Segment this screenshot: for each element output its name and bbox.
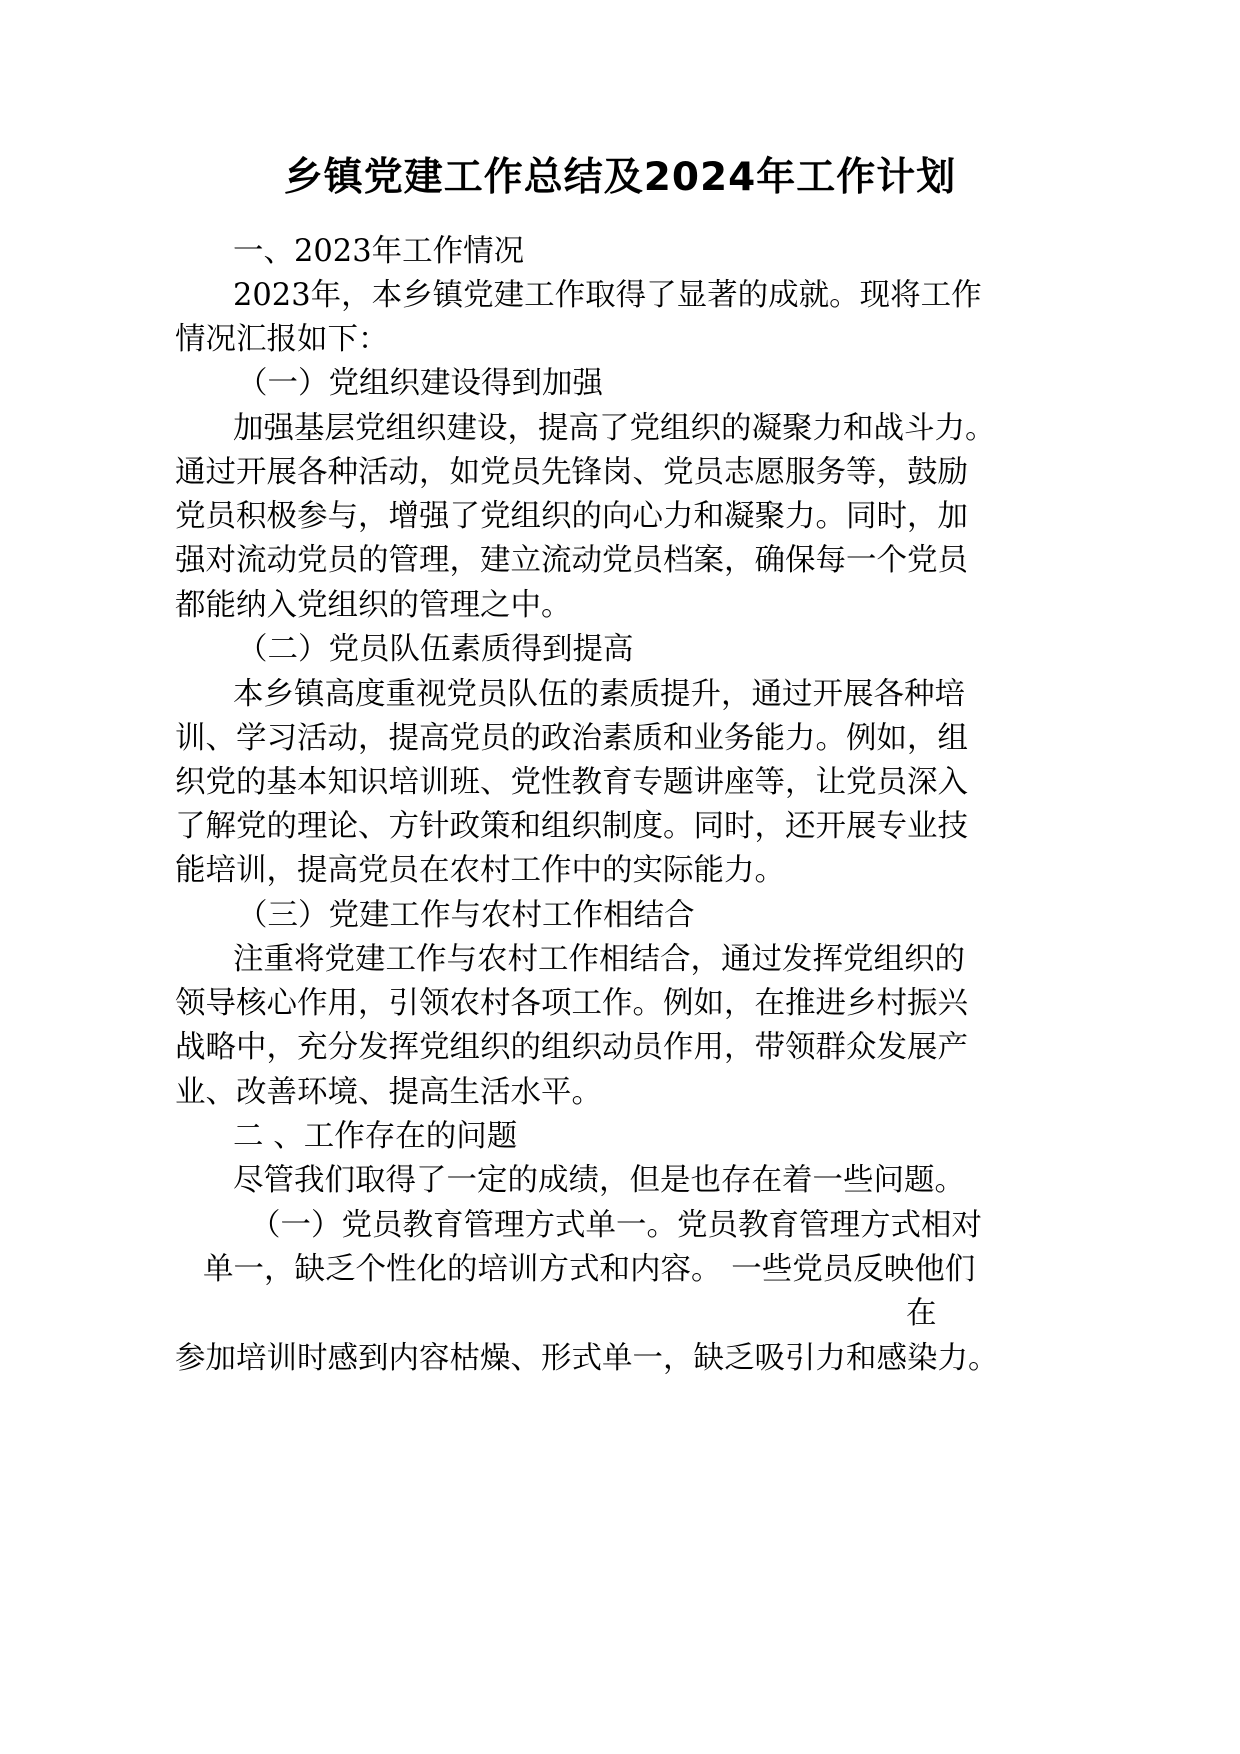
- subsection-heading-3: （三）党建工作与农村工作相结合: [237, 898, 695, 933]
- paragraph-line: 在: [906, 1296, 937, 1331]
- document-title: 乡镇党建工作总结及2024年工作计划: [283, 155, 957, 200]
- paragraph-line: 织党的基本知识培训班、党性教育专题讲座等，让党员深入: [175, 765, 968, 800]
- subsection-heading-2: （二）党员队伍素质得到提高: [237, 632, 634, 667]
- paragraph-line: 2023年，本乡镇党建工作取得了显著的成就。现将工作: [233, 278, 982, 313]
- paragraph-line: 了解党的理论、方针政策和组织制度。同时，还开展专业技: [175, 809, 968, 844]
- paragraph-line: 参加培训时感到内容枯燥、形式单一，缺乏吸引力和感染力。: [175, 1341, 999, 1376]
- paragraph-line: 战略中，充分发挥党组织的组织动员作用，带领群众发展产: [175, 1030, 968, 1065]
- paragraph-line: （一）党员教育管理方式单一。党员教育管理方式相对: [250, 1208, 982, 1243]
- paragraph-line: 尽管我们取得了一定的成绩，但是也存在着一些问题。: [233, 1163, 965, 1198]
- paragraph-line: 能培训，提高党员在农村工作中的实际能力。: [175, 853, 785, 888]
- paragraph-line: 通过开展各种活动，如党员先锋岗、党员志愿服务等，鼓励: [175, 455, 968, 490]
- paragraph-line: 领导核心作用，引领农村各项工作。例如，在推进乡村振兴: [175, 986, 968, 1021]
- subsection-heading-1: （一）党组织建设得到加强: [237, 366, 603, 401]
- paragraph-line: 训、学习活动，提高党员的政治素质和业务能力。例如，组: [175, 721, 968, 756]
- paragraph-line: 注重将党建工作与农村工作相结合，通过发挥党组织的: [233, 942, 965, 977]
- paragraph-line: 情况汇报如下：: [175, 322, 389, 357]
- section-heading-2023-work: 一、2023年工作情况: [233, 234, 525, 269]
- paragraph-line: 业、改善环境、提高生活水平。: [175, 1075, 602, 1110]
- paragraph-line: 本乡镇高度重视党员队伍的素质提升，通过开展各种培: [233, 677, 965, 712]
- paragraph-line: 加强基层党组织建设，提高了党组织的凝聚力和战斗力。: [233, 411, 996, 446]
- section-heading-problems: 二 、工作存在的问题: [233, 1119, 518, 1154]
- paragraph-line: 强对流动党员的管理，建立流动党员档案，确保每一个党员: [175, 543, 968, 578]
- paragraph-line: 单一，缺乏个性化的培训方式和内容。 一些党员反映他们: [203, 1252, 976, 1287]
- paragraph-line: 都能纳入党组织的管理之中。: [175, 588, 572, 623]
- paragraph-line: 党员积极参与，增强了党组织的向心力和凝聚力。同时，加: [175, 499, 968, 534]
